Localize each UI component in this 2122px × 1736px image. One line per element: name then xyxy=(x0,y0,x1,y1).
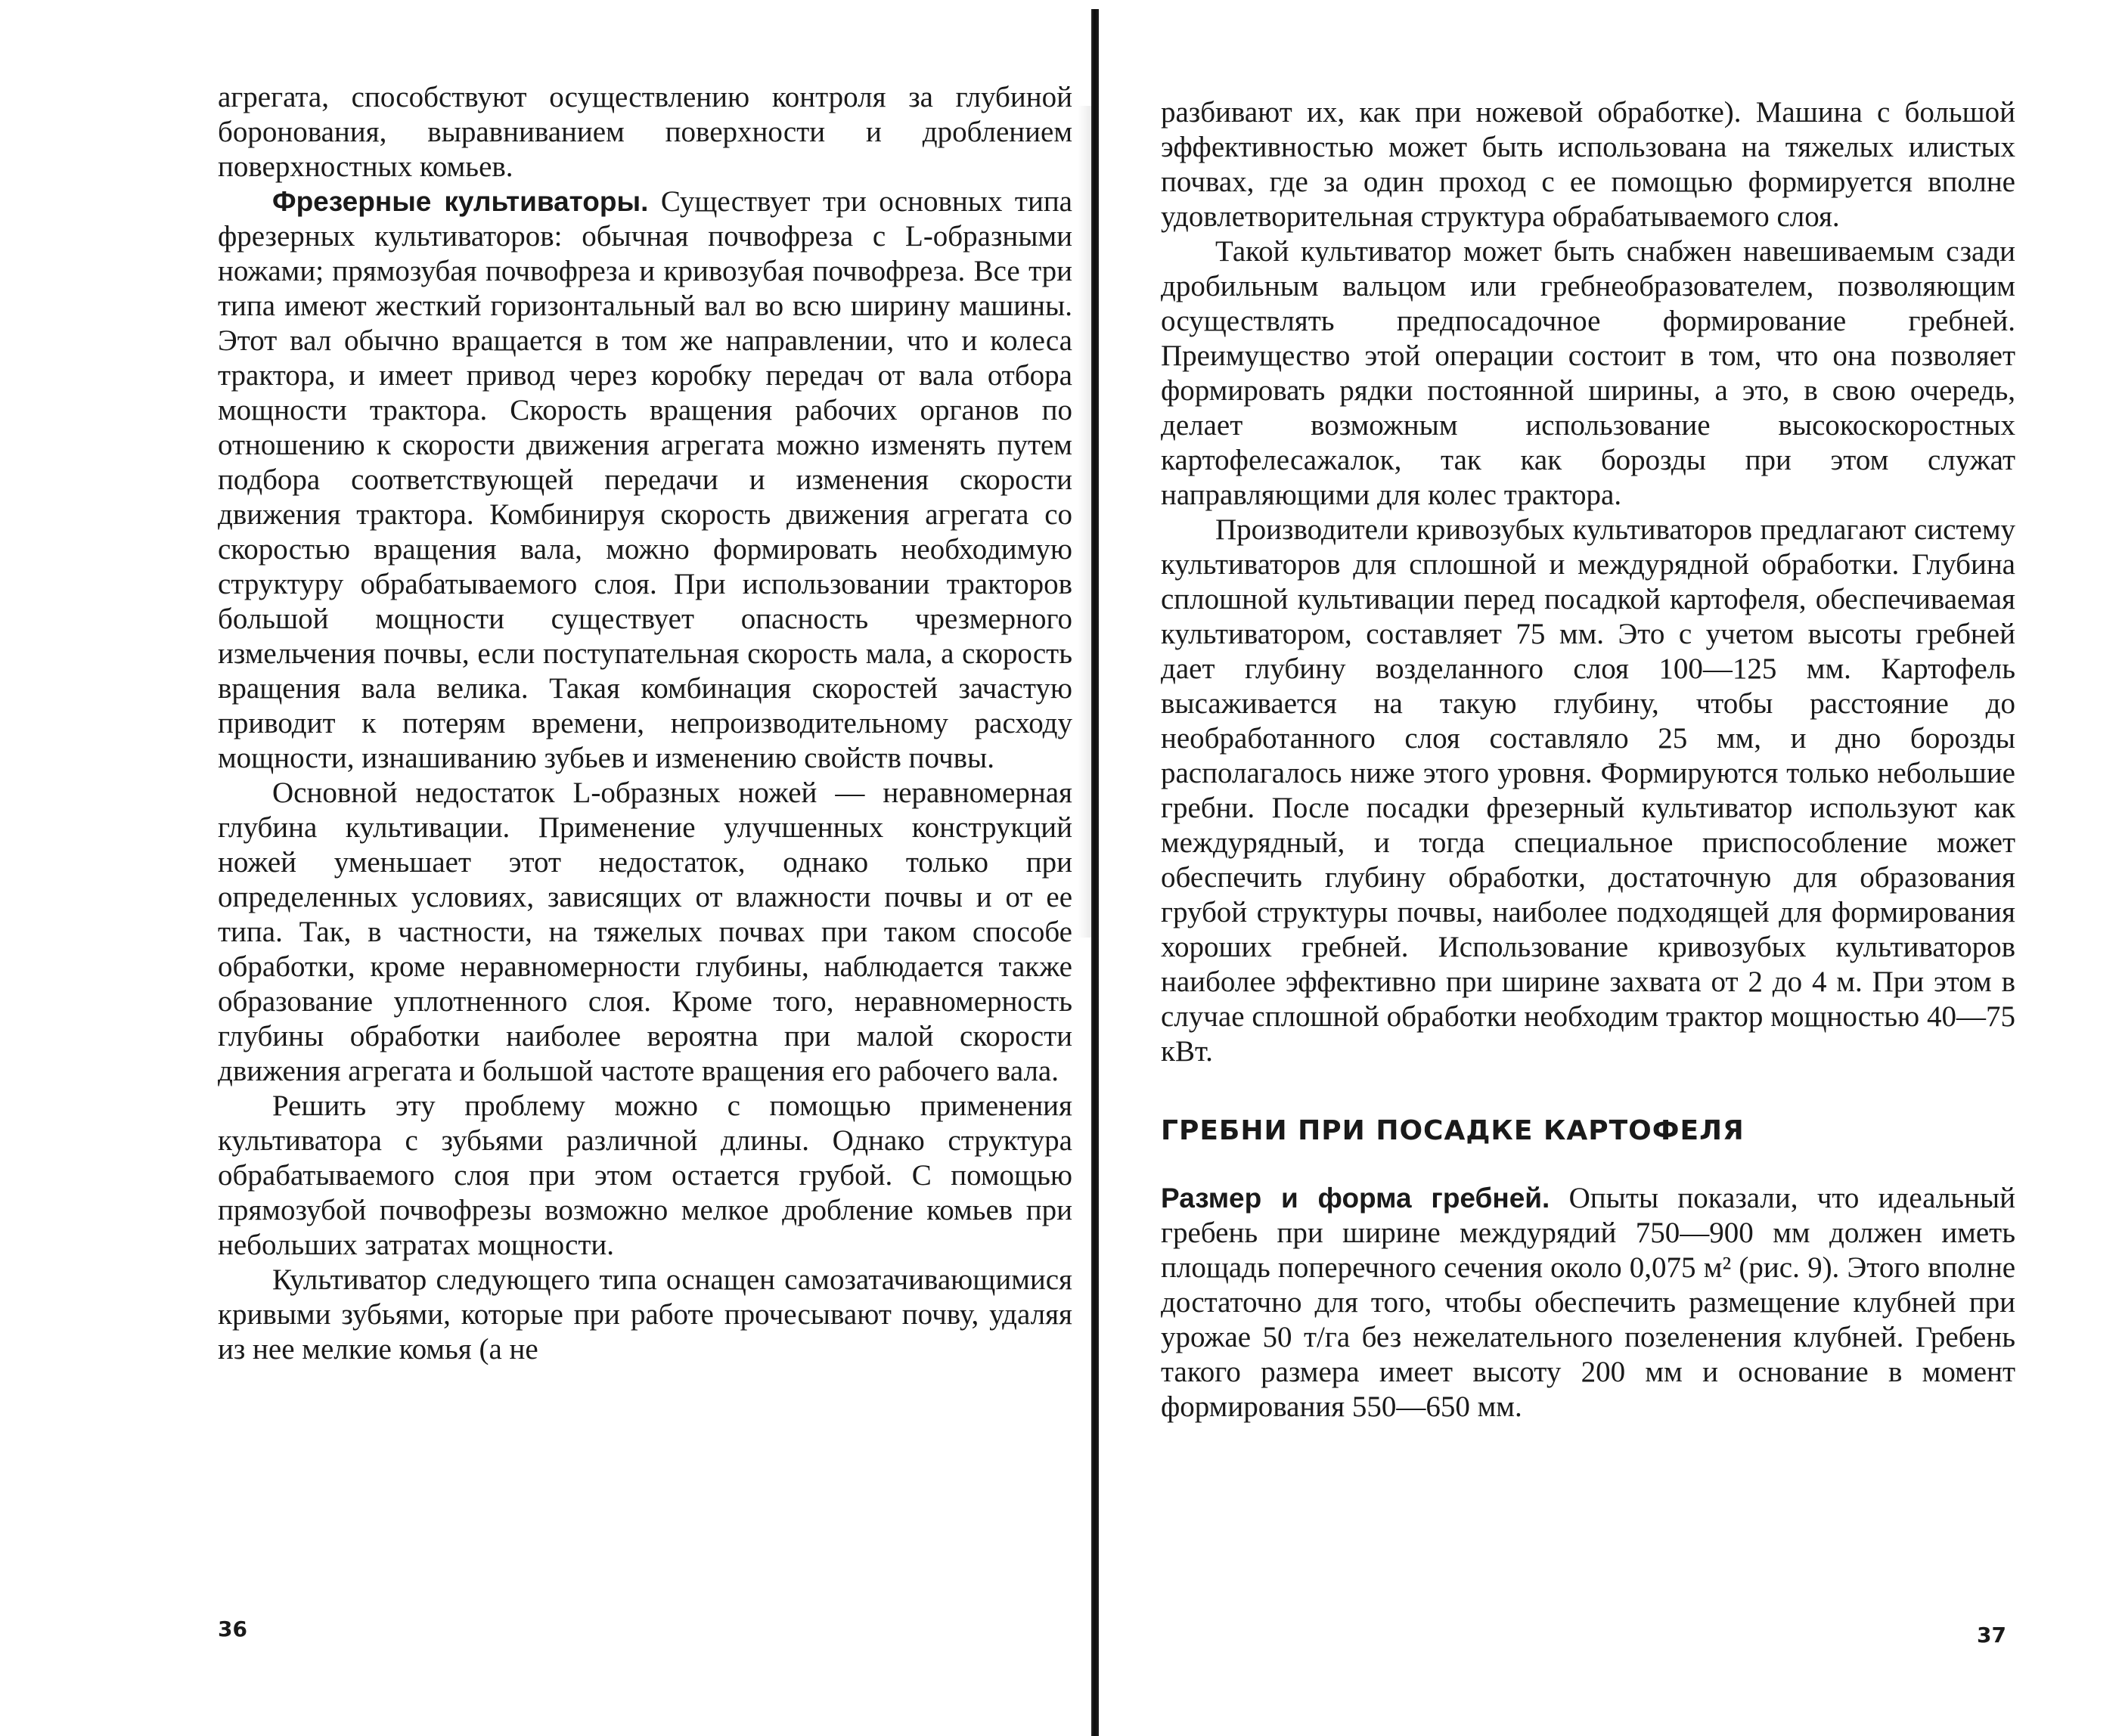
right-paragraph-2 xyxy=(1161,234,2015,513)
left-paragraph-4 xyxy=(218,1089,1072,1263)
paragraph-text: Культиватор следующего типа оснащен самозатачивающимися кривыми зубьями, которые при работе прочесывают почву, удаляя из нее мелкие комья (а не xyxy=(218,1263,1072,1366)
page-number-right: 37 xyxy=(1977,1623,2006,1648)
right-paragraph-3 xyxy=(1161,513,2015,1069)
right-paragraph-1 xyxy=(1161,95,2015,234)
right-paragraph-4 xyxy=(1161,1181,2015,1424)
paragraph-text: Опыты показали, что идеальный гребень при ширине междурядий 750—900 мм должен иметь площадь поперечного сечения около 0,075 м² (рис. 9). Этого вполне достаточно для того, чтобы обеспечить размещение клубней при урожае 50 т/га без нежелательного позеленения клубней. Гребень такого размера имеет высоту 200 мм и основание в момент формирования 550—650 мм. xyxy=(1161,1182,2016,1423)
binding-gutter xyxy=(1091,9,1099,1736)
paragraph-text: Такой культиватор может быть снабжен навешиваемым сзади дробильным вальцом или гребнеобразователем, позволяющим осуществлять предпосадочное формирование гребней. Преимущество этой операции состоит в том, что она позволяет формировать рядки постоянной ширины, а это, в свою очередь, делает возможным использование высокоскоростных картофелесажалок, так как борозды при этом служат направляющими для колес трактора. xyxy=(1161,235,2015,511)
run-in-heading-ridge-size: Размер и форма гребней. xyxy=(1161,1183,1550,1214)
paragraph-text: разбивают их, как при ножевой обработке). Машина с большой эффективностью может быть использована на тяжелых илистых почвах, где за один проход с ее помощью формируется вполне удовлетворительная структура обрабатываемого слоя. xyxy=(1161,96,2015,233)
paragraph-text: Существует три основных типа фрезерных культиваторов: обычная почвофреза с L-образными ножами; прямозубая почвофреза и кривозубая почвофреза. Все три типа имеют жесткий горизонтальный вал во всю ширину машины. Этот вал обычно вращается в том же направлении, что и колеса трактора, и имеет привод через коробку передач от вала отбора мощности трактора. Скорость вращения рабочих органов по отношению к скорости движения агрегата можно изменять путем подбора соответствующей передачи и изменения скорости движения трактора. Комбинируя скорость движения агрегата со скоростью вращения вала, можно формировать необходимую структуру обрабатываемого слоя. При использовании тракторов большой мощности существует опасность чрезмерного измельчения почвы, если поступательная скорость мала, а скорость вращения вала велика. Такая комбинация скоростей зачастую приводит к потерям времени, непроизводительному расходу мощности, изнашиванию зубьев и изменению свойств почвы. xyxy=(218,185,1072,774)
left-paragraph-2 xyxy=(218,184,1072,776)
gutter-shadow xyxy=(1078,106,1091,938)
left-text-column xyxy=(218,80,1072,1367)
right-text-column xyxy=(1161,95,2015,1424)
left-paragraph-1 xyxy=(218,80,1072,184)
left-paragraph-5 xyxy=(218,1263,1072,1367)
section-heading-ridges: ГРЕБНИ ПРИ ПОСАДКЕ КАРТОФЕЛЯ xyxy=(1161,1115,1745,1146)
left-paragraph-3 xyxy=(218,776,1072,1089)
paragraph-text: агрегата, способствуют осуществлению контроля за глубиной боронования, выравниванием поверхности и дроблением поверхностных комьев. xyxy=(218,81,1072,183)
page-number-left: 36 xyxy=(218,1617,247,1641)
paragraph-text: Производители кривозубых культиваторов предлагают систему культиваторов для сплошной и междурядной обработки. Глубина сплошной культивации перед посадкой картофеля, обеспечиваемая культиватором, составляет 75 мм. Это с учетом высоты гребней дает глубину возделанного слоя 100—125 мм. Картофель высаживается на такую глубину, чтобы расстояние до необработанного слоя составляло 25 мм, и дно борозды располагалось ниже этого уровня. Формируются только небольшие гребни. После посадки фрезерный культиватор используют как междурядный, и тогда специальное приспособление может обеспечить глубину обработки, достаточную для образования грубой структуры почвы, наиболее подходящей для формирования хороших гребней. Использование кривозубых культиваторов наиболее эффективно при ширине захвата от 2 до 4 м. При этом в случае сплошной обработки необходим трактор мощностью 40—75 кВт. xyxy=(1161,513,2015,1068)
paragraph-text: Основной недостаток L-образных ножей — неравномерная глубина культивации. Применение улучшенных конструкций ножей уменьшает этот недостаток, однако только при определенных условиях, зависящих от влажности почвы и от ее типа. Так, в частности, на тяжелых почвах при таком способе обработки, кроме неравномерности глубины, наблюдается также образование уплотненного слоя. Кроме того, неравномерность глубины обработки наиболее вероятна при малой скорости движения агрегата и большой частоте вращения его рабочего вала. xyxy=(218,777,1072,1087)
paragraph-text: Решить эту проблему можно с помощью применения культиватора с зубьями различной длины. Однако структура обрабатываемого слоя при этом остается грубой. С помощью прямозубой почвофрезы возможно мелкое дробление комьев при небольших затратах мощности. xyxy=(218,1090,1072,1261)
run-in-heading-milling-cultivators: Фрезерные культиваторы. xyxy=(272,186,649,217)
